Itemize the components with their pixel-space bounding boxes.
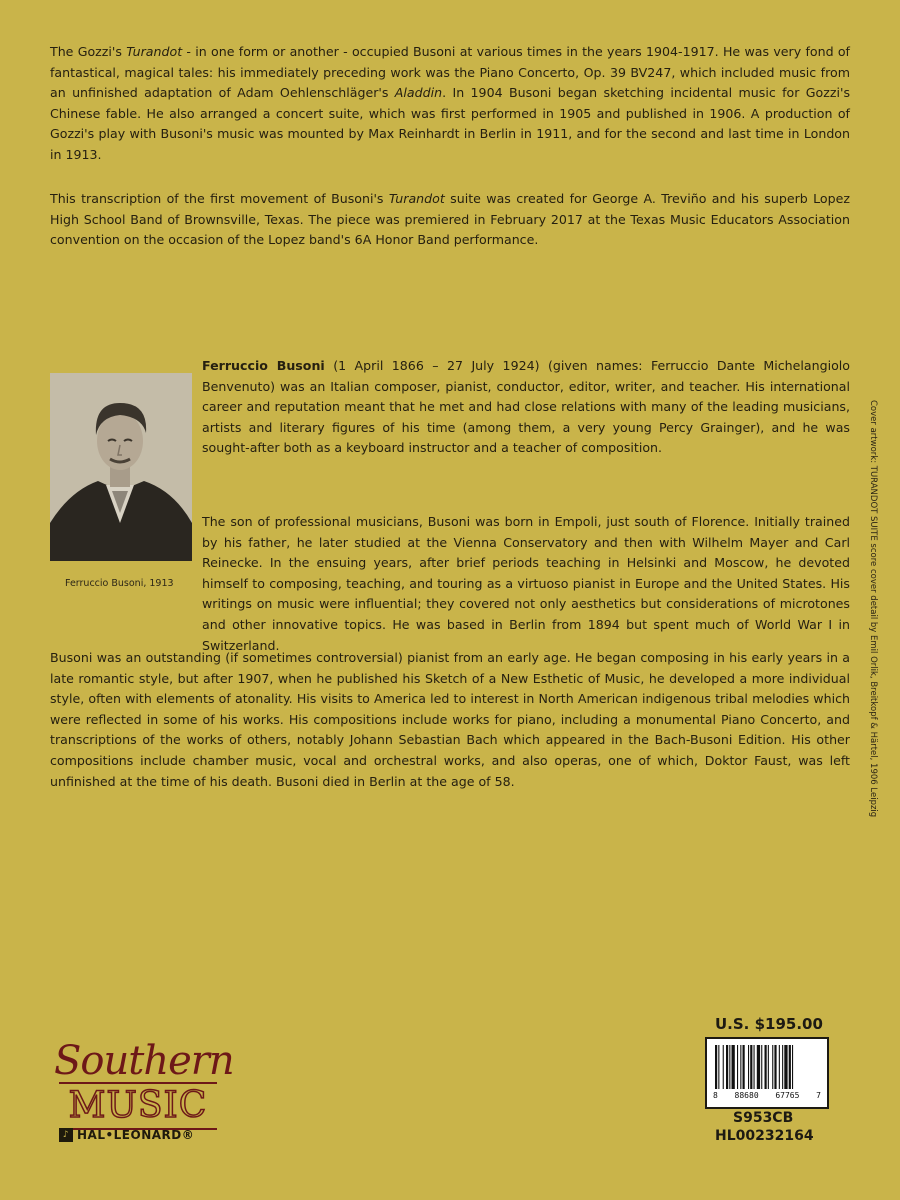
barcode	[705, 1037, 829, 1109]
bio-p1-text: (1 April 1866 – 27 July 1924) (given names: Ferruccio Dante Michelangiolo Benvenuto) was an Italian composer, pianist, conductor, editor, writer, and teacher. His international career and reputation meant that he met and had close relations with many of the leading musicians, artists and literary figures of his time (among them, a very young Percy Grainger), and he was sought-after both as a keyboard instructor and a teacher of composition.	[202, 358, 850, 456]
barcode-bar	[772, 1045, 773, 1089]
barcode-bar	[792, 1045, 793, 1089]
hal-leonard-icon: ♪	[59, 1128, 73, 1142]
intro-p1-text-c: . In 1904 Busoni began sketching incidental music for Gozzi's Chinese fable. He also arranged a concert suite, which was first performed in 1905 and published in 1906. A production of Gozzi's play with Busoni's music was mounted by Max Reinhardt in Berlin in 1911, and for the second and last time in London in 1913.	[50, 85, 851, 162]
barcode-bar	[729, 1045, 730, 1089]
busoni-portrait-photo	[50, 373, 192, 561]
cover-artwork-credit: Cover artwork: TURANDOT SUITE score cover detail by Emil Orlik, Breitkopf & Härtel, 1906 Leipzig	[868, 400, 878, 818]
barcode-bar	[750, 1045, 752, 1089]
barcode-bar	[765, 1045, 767, 1089]
intro-p1-title-turandot: Turandot	[126, 44, 183, 59]
bio-name: Ferruccio Busoni	[202, 358, 325, 373]
intro-p2-text-b: suite was created for George A. Treviño and his superb Lopez High School Band of Brownsville, Texas. The piece was premiered in February 2017 at the Texas Music Educators Association convention on the occasion of the Lopez band's 6A Honor Band performance.	[50, 191, 850, 248]
intro-p1-text-a: The Gozzi's	[50, 44, 127, 59]
barcode-digit-group: 8	[713, 1091, 718, 1100]
bio-paragraph-2: The son of professional musicians, Busoni was born in Empoli, just south of Florence. Initially trained by his father, he later studied at the Vienna Conservatory and then with Wilhelm Mayer and Carl Reinecke. In the ensuing years, after brief periods teaching in Helsinki and Moscow, he devoted himself to composing, teaching, and touring as a virtuoso pianist in Europe and the United States. His writings on music were influential; they covered not only aesthetics but considerations of microtones and other innovative topics. He was based in Berlin from 1894 but spent much of World War I in Switzerland.	[202, 514, 850, 653]
barcode-bar	[782, 1045, 783, 1089]
barcode-bar	[768, 1045, 769, 1089]
barcode-bar	[723, 1045, 724, 1089]
intro-paragraph-2	[50, 189, 850, 251]
price-label: U.S. $195.00	[715, 1015, 823, 1033]
bio-paragraph-3: Busoni was an outstanding (if sometimes controversial) pianist from an early age. He began composing in his early years in a late romantic style, but after 1907, when he published his Sketch of a New Esthetic of Music, he developed a more individual style, often with elements of atonality. His visits to America led to interest in North American indigenous tribal melodies which were reflected in some of his works. His compositions include works for piano, including a monumental Piano Concerto, and transcriptions of the works of others, notably Johann Sebastian Bach which appeared in the Bach-Busoni Edition. His other compositions include chamber music, vocal and orchestral works, and also operas, one of which, Doktor Faust, was left unfinished at the time of his death. Busoni died in Berlin at the age of 58.	[50, 650, 850, 789]
intro-paragraph-1	[50, 42, 850, 166]
intro-p1-text-b: - in one form or another - occupied Busoni at various times in the years 1904-1917. He was very fond of fantastical, magical tales: his immediately preceding work was the Piano Concerto, Op. 39 BV247, which included music from an unfinished adaptation of Adam Oehlenschläger's	[50, 44, 850, 101]
barcode-digits	[713, 1091, 821, 1100]
intro-p1-title-aladdin: Aladdin	[394, 85, 443, 101]
barcode-bar	[748, 1045, 749, 1089]
barcode-bar	[743, 1045, 745, 1089]
barcode-bar	[718, 1045, 719, 1089]
portrait-illustration	[50, 373, 192, 561]
hal-leonard-text: HAL•LEONARD®	[77, 1128, 195, 1142]
photo-caption: Ferruccio Busoni, 1913	[65, 578, 174, 589]
barcode-digit-group: 88680	[734, 1091, 759, 1100]
barcode-bar	[737, 1045, 738, 1089]
barcode-bar	[732, 1045, 735, 1089]
barcode-bar	[754, 1045, 755, 1089]
catalog-code: S953CB	[733, 1110, 794, 1126]
logo-southern-text: Southern	[54, 1038, 234, 1084]
hal-leonard-logo	[59, 1128, 194, 1142]
barcode-digit-group: 67765	[775, 1091, 800, 1100]
barcode-bar	[761, 1045, 762, 1089]
barcode-bars	[715, 1045, 819, 1091]
logo-music-text: MUSIC	[59, 1082, 217, 1130]
barcode-bar	[774, 1045, 776, 1089]
barcode-bar	[784, 1045, 787, 1089]
barcode-bar	[779, 1045, 780, 1089]
barcode-bar	[715, 1045, 717, 1089]
barcode-bar	[740, 1045, 741, 1089]
barcode-bar	[726, 1045, 728, 1089]
intro-p2-text-a: This transcription of the first movement of Busoni's	[50, 191, 389, 206]
barcode-bar	[757, 1045, 760, 1089]
southern-music-logo	[54, 1038, 254, 1158]
hal-leonard-item-code: HL00232164	[715, 1128, 814, 1144]
intro-p2-title-turandot: Turandot	[388, 191, 445, 206]
barcode-digit-group: 7	[816, 1091, 821, 1100]
barcode-bar	[789, 1045, 791, 1089]
bio-paragraph-1	[202, 356, 850, 459]
